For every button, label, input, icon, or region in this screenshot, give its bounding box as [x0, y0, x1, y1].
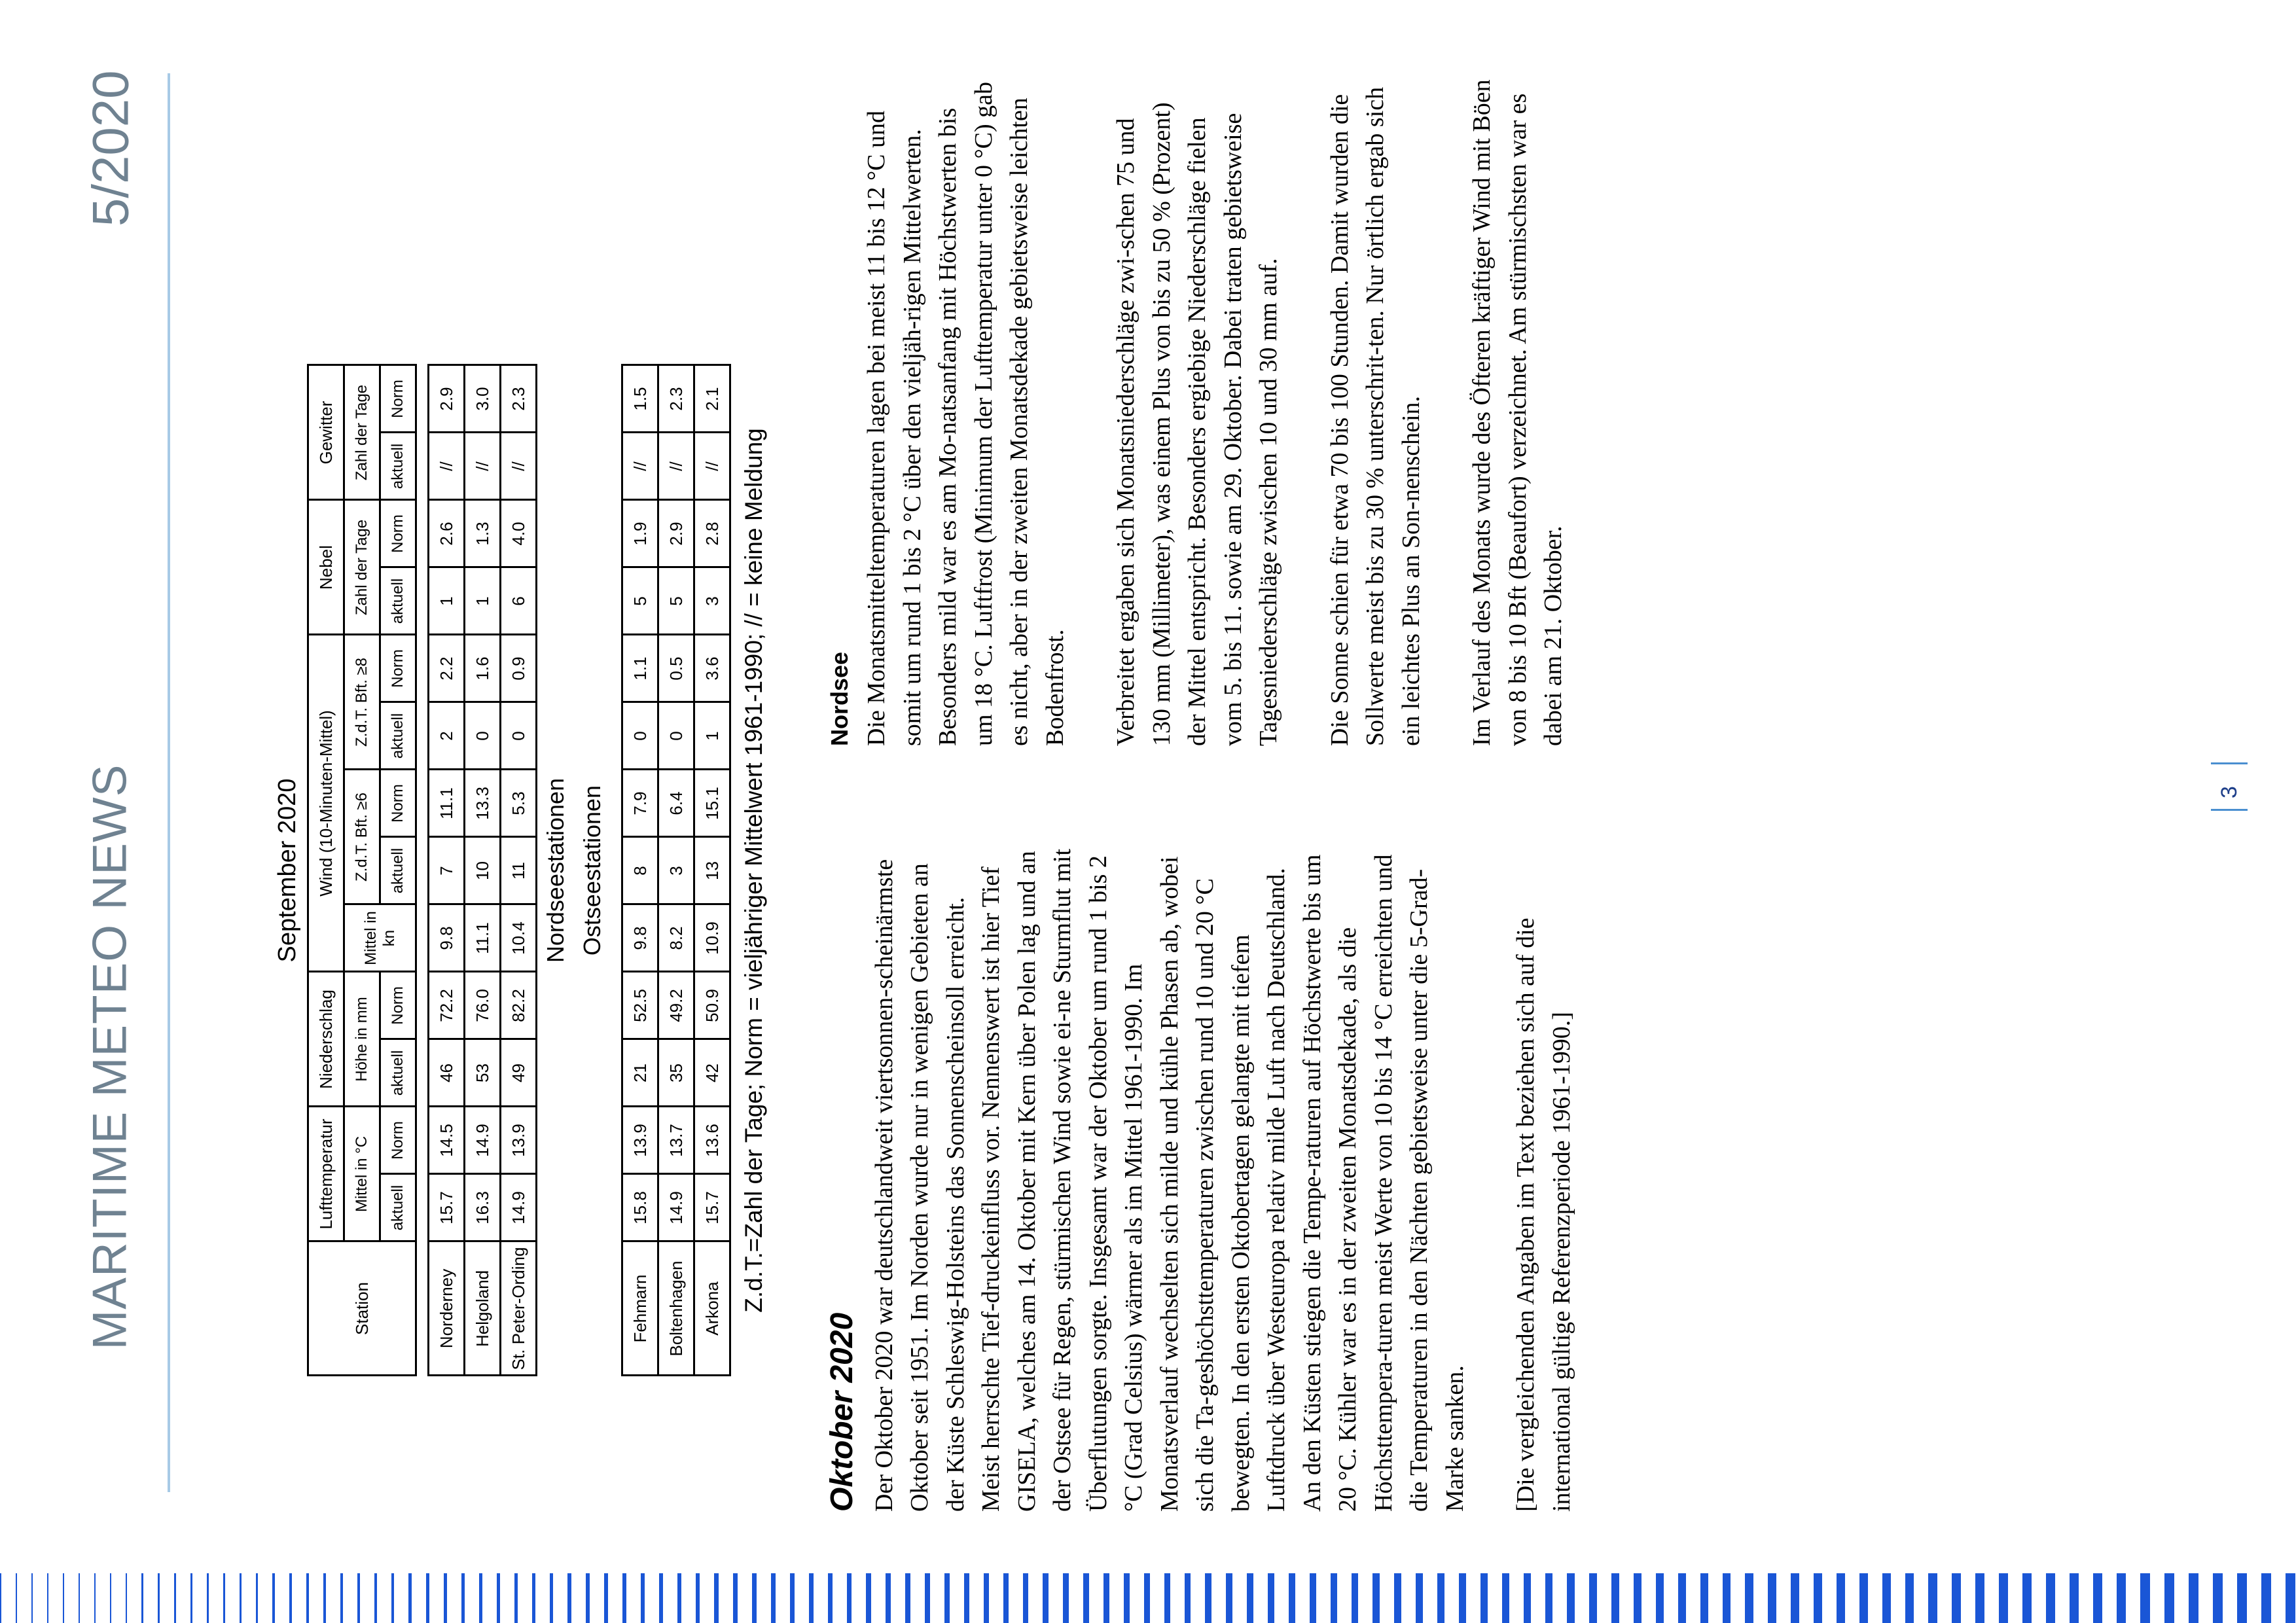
- table-cell: 0.9: [501, 635, 537, 702]
- table-cell: 76.0: [465, 972, 501, 1039]
- barcode-bar: [426, 1573, 429, 1623]
- header-zdt-bft8: Z.d.T. Bft. ≥8: [344, 635, 380, 770]
- barcode-bar: [905, 1573, 910, 1623]
- table-cell: 15.7: [694, 1174, 730, 1241]
- table-cell: //: [465, 433, 501, 500]
- barcode-bar: [207, 1573, 209, 1623]
- table-cell: 2.3: [501, 365, 537, 433]
- barcode-bar: [677, 1573, 681, 1623]
- barcode-bar: [550, 1573, 553, 1623]
- station-name: Fehmarn: [622, 1241, 658, 1376]
- barcode-bar: [866, 1573, 871, 1623]
- barcode-bar: [1103, 1573, 1109, 1623]
- header-station: Station: [308, 1241, 416, 1376]
- table-cell: 14.9: [501, 1174, 537, 1241]
- page-number-line: [2211, 809, 2248, 811]
- header-aktuell: aktuell: [380, 1174, 416, 1241]
- station-name: St. Peter-Ording: [501, 1241, 537, 1376]
- header-aktuell: aktuell: [380, 433, 416, 500]
- table-cell: 49.2: [658, 972, 694, 1039]
- barcode-bar: [714, 1573, 719, 1623]
- barcode-bar: [289, 1573, 292, 1623]
- header-hoehe-mm: Höhe in mm: [344, 972, 380, 1107]
- table-cell: 15.8: [622, 1174, 658, 1241]
- table-cell: 1.1: [622, 635, 658, 702]
- table-cell: 5: [658, 567, 694, 635]
- barcode-bar: [1185, 1573, 1191, 1623]
- barcode-bar: [272, 1573, 275, 1623]
- barcode-bar: [94, 1573, 96, 1623]
- header-aktuell: aktuell: [380, 702, 416, 770]
- table-cell: 15.7: [429, 1174, 465, 1241]
- table-cell: 7: [429, 837, 465, 904]
- barcode-bar: [2022, 1573, 2032, 1623]
- barcode-bar: [964, 1573, 969, 1623]
- table-cell: //: [501, 433, 537, 500]
- page-number-line: [2211, 762, 2248, 764]
- issue-number: 5/2020: [81, 70, 139, 227]
- barcode-bar: [223, 1573, 225, 1623]
- header-aktuell: aktuell: [380, 837, 416, 904]
- barcode-bar: [374, 1573, 377, 1623]
- table-row: [465, 365, 501, 1376]
- nordsee-paragraph: Die Monatsmitteltemperaturen lagen bei meist 11 bis 12 °C und somit um rund 1 bis 2 °C über den vieljäh-rigen Mittelwerten. Besonders mild war es am Mo-natsanfang mit Höchstwerten bis um 18 °C. Luftfrost (Minimum der Lufttemperatur unter 0 °C) gab es nicht, aber in der zweiten Monatsdekade gebietsweise leichten Bodenfrost.: [863, 81, 1069, 746]
- barcode-bar: [752, 1573, 757, 1623]
- article-title: Oktober 2020: [825, 1312, 859, 1512]
- barcode-bar: [1700, 1573, 1708, 1623]
- station-name: Boltenhagen: [658, 1241, 694, 1376]
- barcode-bar: [2070, 1573, 2079, 1623]
- barcode-bar: [323, 1573, 326, 1623]
- barcode-bar: [1882, 1573, 1891, 1623]
- header-aktuell: aktuell: [380, 1039, 416, 1107]
- masthead: [81, 0, 137, 1623]
- nordsee-heading: Nordsee: [826, 651, 853, 746]
- barcode-bar: [1247, 1573, 1253, 1623]
- barcode-bar: [604, 1573, 608, 1623]
- header-norm: Norm: [380, 770, 416, 837]
- barcode-bar: [0, 1573, 1, 1623]
- barcode-bar: [886, 1573, 891, 1623]
- barcode-bar: [1768, 1573, 1776, 1623]
- barcode-bar: [1859, 1573, 1868, 1623]
- barcode-bar: [944, 1573, 950, 1623]
- barcode-bar: [1678, 1573, 1686, 1623]
- table-cell: 53: [465, 1039, 501, 1107]
- barcode-bar: [1416, 1573, 1423, 1623]
- table-cell: //: [429, 433, 465, 500]
- header-norm: Norm: [380, 500, 416, 567]
- table-cell: 2.8: [694, 500, 730, 567]
- barcode-graphic: [0, 1573, 2296, 1623]
- station-name: Helgoland: [465, 1241, 501, 1376]
- barcode-bar: [1928, 1573, 1937, 1623]
- climate-table-block: [274, 229, 768, 1512]
- barcode-bar: [408, 1573, 412, 1623]
- page-number-text: 3: [2216, 785, 2242, 798]
- nordsee-paragraph: Verbreitet ergaben sich Monatsniederschläge zwi-schen 75 und 130 mm (Millimeter), was einem Plus von bis zu 50 % (Prozent) der Mittel entspricht. Besonders ergiebige Niederschläge fielen vom 5. bis 11. sowie am 29. Oktober. Dabei traten gebietsweise Tagesniederschläge zwischen 10 und 30 mm auf.: [1112, 102, 1283, 746]
- barcode-bar: [190, 1573, 192, 1623]
- barcode-bar: [1952, 1573, 1961, 1623]
- table-cell: 14.9: [658, 1174, 694, 1241]
- masthead-divider: [168, 73, 170, 1492]
- barcode-bar: [1144, 1573, 1150, 1623]
- article-paragraph: Der Oktober 2020 war deutschlandweit viertsonnen-scheinärmste Oktober seit 1951. Im Norden wurde nur in wenigen Gebieten an der Küste Schleswig-Holsteins das Sonnenscheinsoll erreicht. Meist herrschte Tief-druckeinfluss vor. Nennenswert ist hier Tief GISELA, welches am 14. Oktober mit Kern über Polen lag und an der Ostsee für Regen, stürmischen Wind sowie ei-ne Sturmflut mit Überflutungen sorgte. Insgesamt war der Oktober um rund 1 bis 2 °C (Grad Celsius) wärmer als im Mittel 1961-1990. Im Monatsverlauf wechselten sich milde und kühle Phasen ab, wobei sich die Ta-geshöchsttemperaturen zwischen rund 10 und 20 °C bewegten. In den ersten Oktobertagen gelangte mit tiefem Luftdruck über Westeuropa relativ milde Luft nach Deutschland. An den Küsten stiegen die Tempe-raturen auf Höchstwerte bis um 20 °C. Kühler war es in der zweiten Monatsdekade, als die Höchsttempera-turen meist Werte von 10 bis 14 °C erreichten und die Temperaturen in den Nächten gebietsweise unter die 5-Grad-Marke sanken.: [870, 848, 1469, 1512]
- nordsee-paragraph: Die Sonne schien für etwa 70 bis 100 Stunden. Damit wurden die Sollwerte meist bis zu 30 % unterschrit-ten. Nur örtlich ergab sich ein leichtes Plus an Son-nenschein.: [1325, 86, 1425, 746]
- barcode-bar: [2117, 1573, 2126, 1623]
- table-cell: 3.6: [694, 635, 730, 702]
- table-cell: 5.3: [501, 770, 537, 837]
- barcode-bar: [1589, 1573, 1597, 1623]
- barcode-bar: [1524, 1573, 1531, 1623]
- header-gewitter: Gewitter: [308, 365, 344, 500]
- table-cell: 14.9: [465, 1107, 501, 1174]
- table-cell: 2.9: [429, 365, 465, 433]
- barcode-bar: [158, 1573, 160, 1623]
- barcode-bar: [1226, 1573, 1232, 1623]
- page-content: [274, 72, 2237, 1512]
- header-lufttemperatur: Lufttemperatur: [308, 1107, 344, 1241]
- table-cell: 2.1: [694, 365, 730, 433]
- barcode-bar: [2164, 1573, 2174, 1623]
- table-cell: 1: [694, 702, 730, 770]
- table-legend: Z.d.T.=Zahl der Tage; Norm = vieljähriger Mittelwert 1961-1990; // = keine Meldung: [740, 428, 767, 1313]
- barcode-bar: [771, 1573, 776, 1623]
- barcode-bar: [1837, 1573, 1845, 1623]
- table-cell: //: [622, 433, 658, 500]
- section-title: Ostseestationen: [579, 785, 605, 956]
- table-cell: 7.9: [622, 770, 658, 837]
- barcode-bar: [479, 1573, 482, 1623]
- barcode-bar: [2093, 1573, 2102, 1623]
- barcode-bar: [1124, 1573, 1130, 1623]
- barcode-bar: [1352, 1573, 1358, 1623]
- barcode-bar: [110, 1573, 111, 1623]
- barcode-bar: [63, 1573, 64, 1623]
- table-cell: 10: [465, 837, 501, 904]
- barcode-bar: [1437, 1573, 1444, 1623]
- barcode-bar: [1372, 1573, 1380, 1623]
- table-cell: 72.2: [429, 972, 465, 1039]
- barcode-bar: [497, 1573, 500, 1623]
- table-cell: 11.1: [429, 770, 465, 837]
- barcode-bar: [340, 1573, 343, 1623]
- table-cell: 35: [658, 1039, 694, 1107]
- barcode-bar: [1791, 1573, 1799, 1623]
- article-column-1: [823, 844, 1615, 1512]
- table-cell: 11: [501, 837, 537, 904]
- station-name: Norderney: [429, 1241, 465, 1376]
- table-cell: 3.0: [465, 365, 501, 433]
- barcode-bar: [790, 1573, 795, 1623]
- table-cell: 8: [622, 837, 658, 904]
- table-cell: 1.6: [465, 635, 501, 702]
- table-cell: 1.9: [622, 500, 658, 567]
- nordsee-paragraph: Im Verlauf des Monats wurde des Öfteren kräftiger Wind mit Böen von 8 bis 10 Bft (Beaufort) verzeichnet. Am stürmischsten war es dabei am 21. Oktober.: [1468, 79, 1568, 746]
- table-cell: 2: [429, 702, 465, 770]
- barcode-bar: [1999, 1573, 2008, 1623]
- masthead-title: MARITIME METEO NEWS: [83, 764, 137, 1350]
- table-cell: 10.9: [694, 904, 730, 972]
- table-cell: 13.6: [694, 1107, 730, 1174]
- table-cell: 13.9: [501, 1107, 537, 1174]
- table-cell: 11.1: [465, 904, 501, 972]
- header-nebel: Nebel: [308, 500, 344, 635]
- climate-table: [307, 365, 731, 1377]
- barcode-bar: [1905, 1573, 1914, 1623]
- station-name: Arkona: [694, 1241, 730, 1376]
- header-norm: Norm: [380, 972, 416, 1039]
- table-cell: 2.9: [658, 500, 694, 567]
- barcode-bar: [809, 1573, 814, 1623]
- header-norm: Norm: [380, 1107, 416, 1174]
- table-cell: 52.5: [622, 972, 658, 1039]
- table-cell: 2.6: [429, 500, 465, 567]
- table-cell: 13.3: [465, 770, 501, 837]
- barcode-bar: [696, 1573, 700, 1623]
- table-cell: 50.9: [694, 972, 730, 1039]
- barcode-bar: [1611, 1573, 1619, 1623]
- table-cell: 82.2: [501, 972, 537, 1039]
- barcode-bar: [984, 1573, 989, 1623]
- table-cell: //: [658, 433, 694, 500]
- table-cell: 6: [501, 567, 537, 635]
- barcode-bar: [1289, 1573, 1295, 1623]
- table-cell: 13: [694, 837, 730, 904]
- article-note: [Die vergleichenden Angaben im Text beziehen sich auf die international gültige Referenzperiode 1961-1990.]: [1512, 918, 1575, 1512]
- table-row: [694, 365, 730, 1376]
- table-cell: 9.8: [429, 904, 465, 972]
- barcode-bar: [2213, 1573, 2223, 1623]
- barcode-bar: [567, 1573, 571, 1623]
- barcode-bar: [461, 1573, 465, 1623]
- barcode-bar: [733, 1573, 738, 1623]
- barcode-bar: [847, 1573, 852, 1623]
- table-cell: 16.3: [465, 1174, 501, 1241]
- barcode-bar: [240, 1573, 242, 1623]
- table-cell: 1.3: [465, 500, 501, 567]
- table-cell: 14.5: [429, 1107, 465, 1174]
- barcode-bar: [622, 1573, 626, 1623]
- barcode-bar: [1043, 1573, 1049, 1623]
- barcode-bar: [1656, 1573, 1664, 1623]
- table-cell: 10.4: [501, 904, 537, 972]
- barcode-bar: [1268, 1573, 1274, 1623]
- barcode-bar: [1331, 1573, 1337, 1623]
- table-cell: 15.1: [694, 770, 730, 837]
- header-mittel-c: Mittel in °C: [344, 1107, 380, 1241]
- header-mittel-kn: Mittel in kn: [344, 904, 416, 972]
- barcode-bar: [1545, 1573, 1552, 1623]
- barcode-bar: [31, 1573, 33, 1623]
- table-body: [416, 365, 730, 1376]
- barcode-bar: [2286, 1573, 2295, 1623]
- barcode-bar: [306, 1573, 309, 1623]
- barcode-bar: [1459, 1573, 1466, 1623]
- table-cell: 0: [501, 702, 537, 770]
- barcode-bar: [586, 1573, 590, 1623]
- table-cell: 2.3: [658, 365, 694, 433]
- barcode-bar: [514, 1573, 518, 1623]
- barcode-bar: [16, 1573, 17, 1623]
- header-nebel-tage: Zahl der Tage: [344, 500, 380, 635]
- barcode-bar: [2140, 1573, 2150, 1623]
- barcode-bar: [1205, 1573, 1211, 1623]
- table-cell: 0.5: [658, 635, 694, 702]
- header-gewitter-tage: Zahl der Tage: [344, 365, 380, 500]
- table-cell: 0: [465, 702, 501, 770]
- table-row: [501, 365, 537, 1376]
- barcode-bar: [2261, 1573, 2271, 1623]
- barcode-bar: [1723, 1573, 1731, 1623]
- table-cell: 5: [622, 567, 658, 635]
- table-cell: //: [694, 433, 730, 500]
- barcode-bar: [1310, 1573, 1316, 1623]
- table-cell: 13.7: [658, 1107, 694, 1174]
- article-column-2: [823, 79, 1607, 746]
- barcode-bar: [256, 1573, 258, 1623]
- barcode-bar: [1567, 1573, 1575, 1623]
- table-cell: 2.2: [429, 635, 465, 702]
- barcode-bar: [1502, 1573, 1509, 1623]
- table-caption: September 2020: [274, 778, 301, 963]
- barcode-bar: [391, 1573, 394, 1623]
- barcode-bar: [126, 1573, 127, 1623]
- table-cell: 3: [658, 837, 694, 904]
- barcode-bar: [444, 1573, 447, 1623]
- table-cell: 0: [658, 702, 694, 770]
- table-row: [658, 365, 694, 1376]
- header-norm: Norm: [380, 635, 416, 702]
- table-cell: 9.8: [622, 904, 658, 972]
- table-cell: 6.4: [658, 770, 694, 837]
- barcode-bar: [532, 1573, 535, 1623]
- barcode-bar: [47, 1573, 48, 1623]
- header-aktuell: aktuell: [380, 567, 416, 635]
- barcode-bar: [1063, 1573, 1069, 1623]
- barcode-bar: [1814, 1573, 1822, 1623]
- header-wind: Wind (10-Minuten-Mittel): [308, 635, 344, 972]
- barcode-bar: [2046, 1573, 2055, 1623]
- barcode-bar: [357, 1573, 360, 1623]
- table-row: [622, 365, 658, 1376]
- header-zdt-bft6: Z.d.T. Bft. ≥6: [344, 770, 380, 904]
- table-cell: 49: [501, 1039, 537, 1107]
- table-cell: 42: [694, 1039, 730, 1107]
- barcode-bar: [141, 1573, 143, 1623]
- table-cell: 8.2: [658, 904, 694, 972]
- footer-barcode: [0, 1573, 2296, 1623]
- table-cell: 21: [622, 1039, 658, 1107]
- page-number: [2216, 772, 2242, 812]
- header-niederschlag: Niederschlag: [308, 972, 344, 1107]
- barcode-bar: [1003, 1573, 1009, 1623]
- header-norm: Norm: [380, 365, 416, 433]
- barcode-bar: [1745, 1573, 1753, 1623]
- barcode-bar: [1164, 1573, 1170, 1623]
- table-cell: 1.5: [622, 365, 658, 433]
- section-title: Nordseestationen: [542, 777, 569, 963]
- table-row: [429, 365, 465, 1376]
- table-cell: 0: [622, 702, 658, 770]
- barcode-bar: [828, 1573, 833, 1623]
- table-cell: 46: [429, 1039, 465, 1107]
- table-cell: 1: [465, 567, 501, 635]
- barcode-bar: [1634, 1573, 1641, 1623]
- barcode-bar: [1023, 1573, 1028, 1623]
- barcode-bar: [2189, 1573, 2198, 1623]
- barcode-bar: [659, 1573, 663, 1623]
- barcode-bar: [1394, 1573, 1401, 1623]
- barcode-bar: [1083, 1573, 1089, 1623]
- table-cell: 13.9: [622, 1107, 658, 1174]
- barcode-bar: [1975, 1573, 1984, 1623]
- barcode-bar: [1480, 1573, 1488, 1623]
- barcode-bar: [174, 1573, 176, 1623]
- barcode-bar: [925, 1573, 930, 1623]
- barcode-bar: [79, 1573, 80, 1623]
- table-cell: 1: [429, 567, 465, 635]
- table-cell: 3: [694, 567, 730, 635]
- barcode-bar: [2237, 1573, 2247, 1623]
- barcode-bar: [641, 1573, 645, 1623]
- table-cell: 4.0: [501, 500, 537, 567]
